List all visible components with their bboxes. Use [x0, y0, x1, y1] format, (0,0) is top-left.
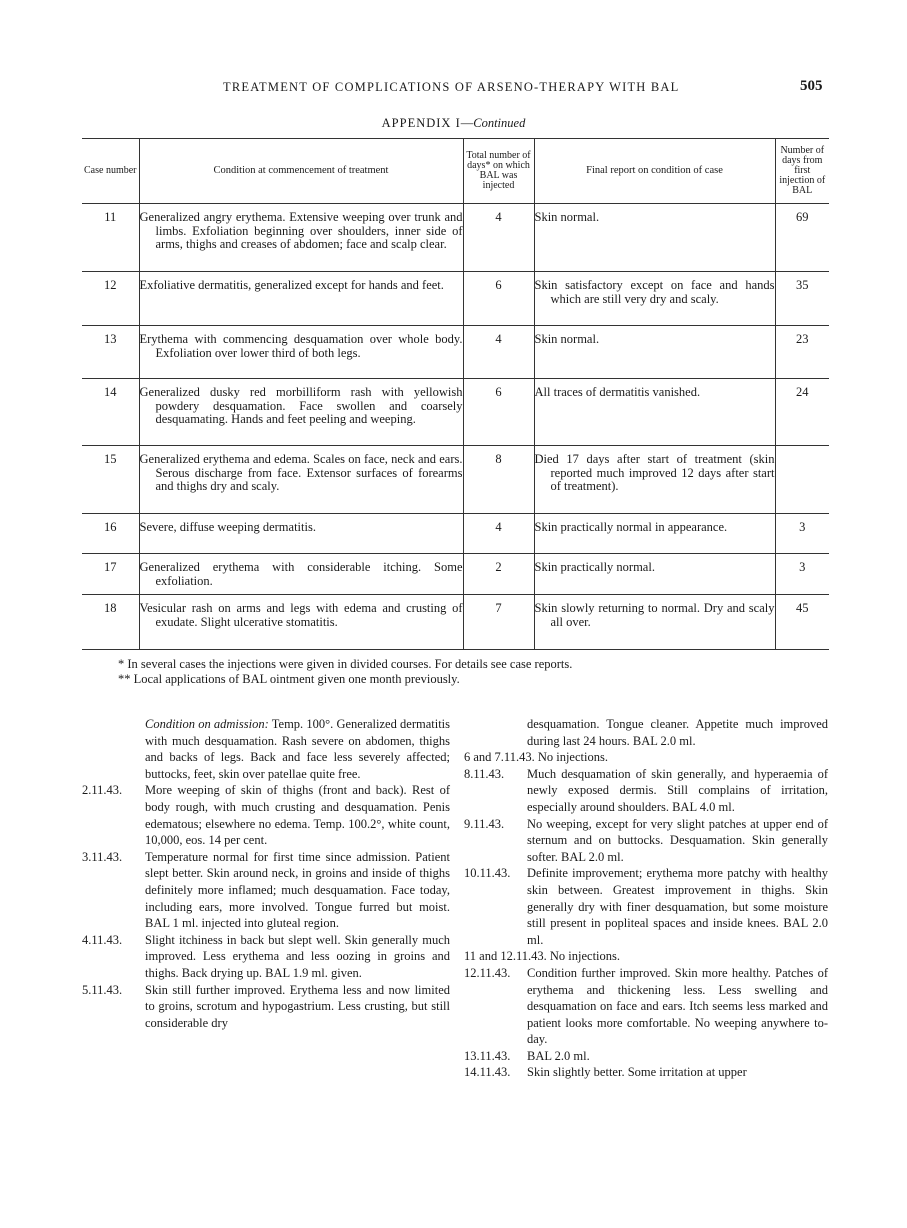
entry-date: 12.11.43. — [464, 965, 511, 980]
cell-case: 16 — [82, 514, 139, 554]
cell-injected: 4 — [463, 326, 534, 379]
condition-text: Generalized erythema with considerable itching. Some exfoliation. — [139, 560, 463, 588]
cell-days — [775, 446, 829, 514]
cell-final — [534, 326, 775, 379]
appendix-table — [82, 138, 829, 650]
cell-case: 14 — [82, 379, 139, 446]
cell-days: 69 — [775, 204, 829, 272]
admission-note — [82, 716, 450, 782]
table-header-row — [82, 139, 829, 204]
cell-final — [534, 379, 775, 446]
condition-text: Vesicular rash on arms and legs with edema and crusting of exudate. Slight ulcerative stomatitis. — [139, 601, 463, 629]
cell-final — [534, 514, 775, 554]
cell-condition — [139, 204, 463, 272]
footnotes — [118, 657, 798, 687]
cell-days: 3 — [775, 514, 829, 554]
cell-injected: 4 — [463, 204, 534, 272]
entry-date: 8.11.43. — [464, 766, 505, 781]
cell-case: 17 — [82, 554, 139, 595]
cell-condition — [139, 272, 463, 326]
cell-condition — [139, 446, 463, 514]
continued-entry: desquamation. Tongue cleaner. Appetite much improved during last 24 hours. BAL 2.0 ml. — [527, 717, 828, 748]
plain-entry: 11 and 12.11.43. No injections. — [464, 949, 620, 964]
cell-condition — [139, 326, 463, 379]
condition-text: Generalized erythema and edema. Scales on face, neck and ears. Serous discharge from face. Extensor surfaces of forearms and thighs dry and scaly. — [139, 452, 463, 493]
cell-final — [534, 204, 775, 272]
entry-date: 10.11.43. — [464, 866, 511, 881]
table-row — [82, 595, 829, 650]
dated-entry — [464, 1064, 828, 1081]
entry-text: Temperature normal for first time since admission. Patient slept better. Skin around neck, in groins and inside of thighs definitely more inflamed; much desquamation. Face today, including ears, more involved. Tongue furred but moist. BAL 1 ml. injected into gluteal region. — [145, 849, 450, 931]
footnote-1: * In several cases the injections were given in divided courses. For details see case reports. — [118, 657, 573, 671]
entry-text: Much desquamation of skin generally, and hyperaemia of newly exposed dermis. Still complains of irritation, especially around shoulders. BAL 4.0 ml. — [527, 766, 828, 814]
cell-injected: 6 — [463, 272, 534, 326]
entry-text: More weeping of skin of thighs (front and back). Rest of body rough, with much crusting and desquamation. Penis edematous; elsewhere no edema. Temp. 100.2°, white count, 10,000, eos. 14 per cent. — [145, 783, 450, 848]
cell-case: 12 — [82, 272, 139, 326]
cell-days: 3 — [775, 554, 829, 595]
header-days-from-first: Number of days from first injection of BAL — [775, 139, 829, 204]
final-text: All traces of dermatitis vanished. — [534, 385, 701, 399]
cell-condition — [139, 379, 463, 446]
entry-text: No weeping, except for very slight patches at upper end of sternum and on buttocks. Desquamation. Skin generally softer. BAL 2.0 ml. — [527, 816, 828, 864]
entry-date: 13.11.43. — [464, 1048, 511, 1063]
cell-condition — [139, 595, 463, 650]
table-row — [82, 204, 829, 272]
condition-text: Generalized angry erythema. Extensive weeping over trunk and limbs. Exfoliation beginning over shoulders, inner side of arms, thighs and creases of abdomen; face and scalp clear. — [139, 210, 463, 251]
cell-final — [534, 554, 775, 595]
entry-date: 3.11.43. — [82, 849, 123, 864]
cell-injected: 8 — [463, 446, 534, 514]
dated-entry — [82, 849, 450, 932]
running-title: TREATMENT OF COMPLICATIONS OF ARSENO-THERAPY WITH BAL — [223, 80, 680, 94]
table-row — [82, 272, 829, 326]
appendix-title — [0, 116, 907, 131]
table-row — [82, 326, 829, 379]
entry-date: 14.11.43. — [464, 1065, 511, 1080]
entry-text: Definite improvement; erythema more patchy with healthy skin between. Greatest improvement in thighs. Skin generally dry with finer desquamation, but some moisture still present in popliteal spaces and inside knees. BAL 2.0 ml. — [527, 866, 828, 947]
condition-text: Exfoliative dermatitis, generalized except for hands and feet. — [139, 278, 444, 292]
header-condition: Condition at commencement of treatment — [139, 139, 463, 204]
dated-entry — [82, 932, 450, 982]
footnote-2: ** Local applications of BAL ointment given one month previously. — [118, 672, 460, 686]
final-text: Died 17 days after start of treatment (skin reported much improved 12 days after start of treatment). — [534, 452, 775, 493]
appendix-continued: Continued — [473, 116, 526, 130]
condition-text: Severe, diffuse weeping dermatitis. — [139, 520, 316, 534]
entry-text: Condition further improved. Skin more healthy. Patches of erythema and thickening less. Less swelling and desquamation on face and ears. Itch seems less marked and patient looks more comfortable. No weeping anywhere to-day. — [527, 965, 828, 1047]
cell-days: 35 — [775, 272, 829, 326]
cell-case: 15 — [82, 446, 139, 514]
entry-text: Slight itchiness in back but slept well. Skin generally much improved. Less erythema and less oozing in groins and thighs. Back drying up. BAL 1.9 ml. given. — [145, 932, 450, 980]
cell-final — [534, 272, 775, 326]
appendix-label: APPENDIX I — [381, 116, 461, 130]
table-row — [82, 514, 829, 554]
dated-entry — [464, 766, 828, 816]
entry-date: 5.11.43. — [82, 982, 123, 997]
cell-final — [534, 595, 775, 650]
dated-entry — [464, 865, 828, 948]
admission-label: Condition on admission: — [145, 717, 269, 731]
cell-days: 45 — [775, 595, 829, 650]
entry-text: BAL 2.0 ml. — [527, 1048, 590, 1063]
entry-date: 2.11.43. — [82, 783, 123, 798]
condition-text: Generalized dusky red morbilliform rash with yellowish powdery desquamation. Face swollen and coarsely desquamating. Hands and feet peeling and weeping. — [139, 385, 463, 426]
condition-text: Erythema with commencing desquamation over whole body. Exfoliation over lower third of both legs. — [139, 332, 463, 360]
cell-injected: 6 — [463, 379, 534, 446]
cell-days: 23 — [775, 326, 829, 379]
table-row — [82, 379, 829, 446]
cell-injected: 7 — [463, 595, 534, 650]
cell-condition — [139, 514, 463, 554]
dated-entry — [82, 782, 450, 848]
entry-text: Skin slightly better. Some irritation at upper — [527, 1065, 747, 1080]
appendix-dash: — — [460, 116, 474, 130]
header-final-report: Final report on condition of case — [534, 139, 775, 204]
cell-case: 18 — [82, 595, 139, 650]
entry-text: Skin still further improved. Erythema less and now limited to groins, scrotum and hypogastrium. Less crusting, but still considerable dry — [145, 982, 450, 1030]
final-text: Skin practically normal. — [534, 560, 655, 574]
cell-condition — [139, 554, 463, 595]
final-text: Skin slowly returning to normal. Dry and scaly all over. — [534, 601, 775, 629]
entry-date: 9.11.43. — [464, 816, 505, 831]
page-number: 505 — [800, 78, 823, 94]
cell-final — [534, 446, 775, 514]
entry-date: 4.11.43. — [82, 932, 123, 947]
final-text: Skin practically normal in appearance. — [534, 520, 728, 534]
plain-entry: 6 and 7.11.43. No injections. — [464, 750, 608, 765]
admission-text: Temp. 100°. Generalized dermatitis with much desquamation. Rash severe on abdomen, thighs and backs of legs. Back and face less severely affected; buttocks, feet, skin over patellae quite free. — [145, 717, 451, 781]
final-text: Skin satisfactory except on face and hands which are still very dry and scaly. — [534, 278, 775, 306]
dated-entry — [82, 982, 450, 1032]
page-header — [0, 78, 907, 98]
table-row — [82, 446, 829, 514]
dated-entry — [464, 816, 828, 866]
cell-case: 13 — [82, 326, 139, 379]
header-case-number: Case number — [82, 139, 139, 204]
final-text: Skin normal. — [534, 210, 600, 224]
cell-case: 11 — [82, 204, 139, 272]
cell-days: 24 — [775, 379, 829, 446]
table-row — [82, 554, 829, 595]
cell-injected: 4 — [463, 514, 534, 554]
dated-entry — [464, 965, 828, 1048]
header-days-injected: Total number of days* on which BAL was injected — [463, 139, 534, 204]
dated-entry — [464, 1048, 828, 1065]
cell-injected: 2 — [463, 554, 534, 595]
notes-left-column — [82, 716, 450, 1031]
final-text: Skin normal. — [534, 332, 600, 346]
notes-right-column — [464, 716, 828, 1081]
